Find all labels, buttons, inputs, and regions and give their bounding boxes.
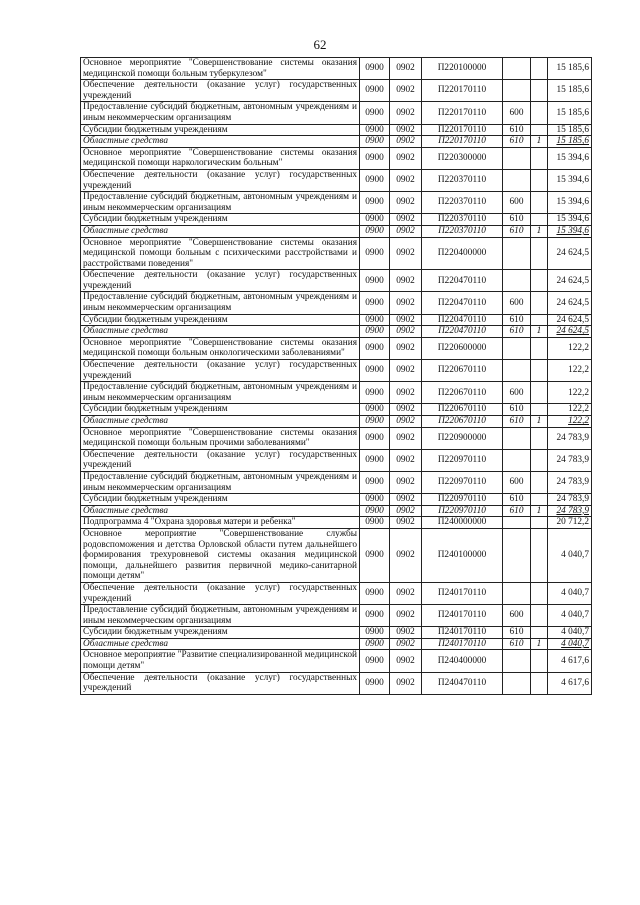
page-number: 62 (313, 37, 327, 52)
row-funding-source (531, 427, 548, 449)
row-podrazdel: 0902 (390, 169, 422, 191)
row-target-article: П220900000 (422, 427, 503, 449)
row-expense-type: 610 (503, 136, 531, 148)
row-name: Областные средства (81, 326, 360, 338)
row-name: Предоставление субсидий бюджетным, автономным учреждениям и иным некоммерческим организациям (81, 192, 360, 214)
table-row (81, 102, 592, 124)
row-expense-type (503, 650, 531, 672)
row-funding-source (531, 237, 548, 270)
row-name: Областные средства (81, 638, 360, 650)
row-razdel: 0900 (360, 292, 390, 314)
row-amount: 24 624,5 (548, 326, 592, 338)
row-name: Областные средства (81, 416, 360, 428)
row-funding-source (531, 528, 548, 582)
row-podrazdel: 0902 (390, 292, 422, 314)
row-target-article: П220300000 (422, 147, 503, 169)
row-amount: 20 712,2 (548, 517, 592, 529)
table-row (81, 192, 592, 214)
row-podrazdel: 0902 (390, 124, 422, 136)
row-funding-source (531, 449, 548, 471)
row-funding-source (531, 80, 548, 102)
row-name: Основное мероприятие "Совершенствование системы оказания медицинской помощи больным прочими заболеваниями" (81, 427, 360, 449)
row-amount: 4 617,6 (548, 650, 592, 672)
row-target-article: П240470110 (422, 672, 503, 694)
row-name: Предоставление субсидий бюджетным, автономным учреждениям и иным некоммерческим организациям (81, 382, 360, 404)
row-expense-type: 610 (503, 225, 531, 237)
row-podrazdel: 0902 (390, 517, 422, 529)
row-amount: 15 394,6 (548, 225, 592, 237)
row-podrazdel: 0902 (390, 605, 422, 627)
table-row (81, 124, 592, 136)
row-target-article: П220370110 (422, 192, 503, 214)
row-target-article: П240170110 (422, 627, 503, 639)
row-expense-type: 600 (503, 382, 531, 404)
row-razdel: 0900 (360, 237, 390, 270)
table-row (81, 471, 592, 493)
row-target-article: П220170110 (422, 80, 503, 102)
row-target-article: П220970110 (422, 494, 503, 506)
row-razdel: 0900 (360, 605, 390, 627)
row-amount: 122,2 (548, 416, 592, 428)
row-funding-source (531, 102, 548, 124)
row-target-article: П220470110 (422, 292, 503, 314)
row-podrazdel: 0902 (390, 449, 422, 471)
row-funding-source: 1 (531, 326, 548, 338)
row-expense-type (503, 582, 531, 604)
row-razdel: 0900 (360, 382, 390, 404)
row-amount: 15 394,6 (548, 169, 592, 191)
row-expense-type: 610 (503, 314, 531, 326)
row-name: Обеспечение деятельности (оказание услуг) государственных учреждений (81, 169, 360, 191)
row-expense-type: 600 (503, 102, 531, 124)
row-expense-type (503, 672, 531, 694)
row-funding-source: 1 (531, 416, 548, 428)
row-funding-source: 1 (531, 638, 548, 650)
row-expense-type (503, 449, 531, 471)
row-target-article: П220170110 (422, 124, 503, 136)
row-target-article: П220370110 (422, 214, 503, 226)
row-razdel: 0900 (360, 314, 390, 326)
row-expense-type: 610 (503, 214, 531, 226)
row-amount: 15 185,6 (548, 136, 592, 148)
row-target-article: П240170110 (422, 638, 503, 650)
row-podrazdel: 0902 (390, 237, 422, 270)
row-razdel: 0900 (360, 136, 390, 148)
row-target-article: П220470110 (422, 326, 503, 338)
row-funding-source (531, 650, 548, 672)
row-name: Основное мероприятие "Совершенствование системы оказания медицинской помощи наркологическим больным" (81, 147, 360, 169)
row-funding-source (531, 517, 548, 529)
row-name: Основное мероприятие "Совершенствование системы оказания медицинской помощи больным с психическими расстройствами и расстройствами поведения" (81, 237, 360, 270)
row-amount: 15 394,6 (548, 147, 592, 169)
table-row (81, 672, 592, 694)
row-razdel: 0900 (360, 427, 390, 449)
row-podrazdel: 0902 (390, 404, 422, 416)
row-razdel: 0900 (360, 672, 390, 694)
row-amount: 4 040,7 (548, 582, 592, 604)
row-amount: 15 394,6 (548, 214, 592, 226)
row-funding-source (531, 58, 548, 80)
row-amount: 24 624,5 (548, 292, 592, 314)
row-funding-source (531, 314, 548, 326)
row-funding-source (531, 169, 548, 191)
row-name: Предоставление субсидий бюджетным, автономным учреждениям и иным некоммерческим организациям (81, 471, 360, 493)
row-razdel: 0900 (360, 192, 390, 214)
row-razdel: 0900 (360, 638, 390, 650)
row-target-article: П220470110 (422, 314, 503, 326)
row-funding-source (531, 292, 548, 314)
row-podrazdel: 0902 (390, 528, 422, 582)
table-row (81, 337, 592, 359)
row-podrazdel: 0902 (390, 360, 422, 382)
row-expense-type (503, 427, 531, 449)
row-podrazdel: 0902 (390, 638, 422, 650)
row-razdel: 0900 (360, 404, 390, 416)
row-razdel: 0900 (360, 582, 390, 604)
row-name: Основное мероприятие "Развитие специализированной медицинской помощи детям" (81, 650, 360, 672)
row-amount: 24 783,9 (548, 427, 592, 449)
row-razdel: 0900 (360, 270, 390, 292)
row-amount: 24 624,5 (548, 270, 592, 292)
row-name: Предоставление субсидий бюджетным, автономным учреждениям и иным некоммерческим организациям (81, 102, 360, 124)
row-podrazdel: 0902 (390, 337, 422, 359)
row-podrazdel: 0902 (390, 382, 422, 404)
row-funding-source (531, 270, 548, 292)
row-funding-source (531, 494, 548, 506)
row-amount: 122,2 (548, 404, 592, 416)
row-target-article: П240100000 (422, 528, 503, 582)
table-row (81, 650, 592, 672)
row-name: Основное мероприятие "Совершенствование системы оказания медицинской помощи больным туберкулезом" (81, 58, 360, 80)
row-amount: 4 040,7 (548, 528, 592, 582)
row-razdel: 0900 (360, 80, 390, 102)
row-podrazdel: 0902 (390, 627, 422, 639)
row-expense-type: 610 (503, 627, 531, 639)
row-funding-source (531, 605, 548, 627)
row-expense-type: 610 (503, 494, 531, 506)
row-funding-source (531, 360, 548, 382)
row-podrazdel: 0902 (390, 80, 422, 102)
row-razdel: 0900 (360, 627, 390, 639)
row-target-article: П220970110 (422, 505, 503, 517)
row-podrazdel: 0902 (390, 225, 422, 237)
row-amount: 15 185,6 (548, 102, 592, 124)
row-expense-type (503, 80, 531, 102)
row-funding-source (531, 627, 548, 639)
row-expense-type (503, 337, 531, 359)
row-podrazdel: 0902 (390, 58, 422, 80)
row-target-article: П220370110 (422, 169, 503, 191)
row-podrazdel: 0902 (390, 427, 422, 449)
row-razdel: 0900 (360, 58, 390, 80)
row-target-article: П220670110 (422, 382, 503, 404)
table-row (81, 214, 592, 226)
row-target-article: П220970110 (422, 471, 503, 493)
row-razdel: 0900 (360, 124, 390, 136)
row-expense-type: 600 (503, 192, 531, 214)
row-amount: 24 624,5 (548, 314, 592, 326)
row-razdel: 0900 (360, 214, 390, 226)
row-expense-type (503, 360, 531, 382)
row-expense-type (503, 270, 531, 292)
row-target-article: П220400000 (422, 237, 503, 270)
row-target-article: П240170110 (422, 582, 503, 604)
row-podrazdel: 0902 (390, 471, 422, 493)
row-target-article: П220100000 (422, 58, 503, 80)
table-row (81, 449, 592, 471)
row-razdel: 0900 (360, 517, 390, 529)
row-expense-type: 610 (503, 326, 531, 338)
table-row (81, 494, 592, 506)
row-target-article: П240000000 (422, 517, 503, 529)
row-name: Областные средства (81, 136, 360, 148)
row-podrazdel: 0902 (390, 505, 422, 517)
row-razdel: 0900 (360, 225, 390, 237)
row-target-article: П220670110 (422, 360, 503, 382)
row-name: Субсидии бюджетным учреждениям (81, 314, 360, 326)
row-amount: 24 783,9 (548, 471, 592, 493)
row-name: Основное мероприятие "Совершенствование системы оказания медицинской помощи больным онкологическими заболеваниями" (81, 337, 360, 359)
row-target-article: П220170110 (422, 136, 503, 148)
row-expense-type (503, 528, 531, 582)
row-razdel: 0900 (360, 360, 390, 382)
row-funding-source (531, 192, 548, 214)
table-row (81, 627, 592, 639)
row-amount: 15 394,6 (548, 192, 592, 214)
row-target-article: П220170110 (422, 102, 503, 124)
row-razdel: 0900 (360, 337, 390, 359)
row-name: Обеспечение деятельности (оказание услуг) государственных учреждений (81, 360, 360, 382)
table-row (81, 427, 592, 449)
row-podrazdel: 0902 (390, 136, 422, 148)
row-podrazdel: 0902 (390, 416, 422, 428)
table-row (81, 582, 592, 604)
row-target-article: П220670110 (422, 416, 503, 428)
row-razdel: 0900 (360, 102, 390, 124)
row-amount: 24 783,9 (548, 494, 592, 506)
row-funding-source: 1 (531, 505, 548, 517)
table-row (81, 80, 592, 102)
row-funding-source (531, 471, 548, 493)
row-expense-type (503, 169, 531, 191)
row-podrazdel: 0902 (390, 270, 422, 292)
row-razdel: 0900 (360, 326, 390, 338)
row-podrazdel: 0902 (390, 214, 422, 226)
row-name: Обеспечение деятельности (оказание услуг) государственных учреждений (81, 449, 360, 471)
row-target-article: П220670110 (422, 404, 503, 416)
row-name: Областные средства (81, 225, 360, 237)
budget-table (80, 57, 592, 695)
row-podrazdel: 0902 (390, 102, 422, 124)
row-podrazdel: 0902 (390, 192, 422, 214)
row-amount: 4 040,7 (548, 605, 592, 627)
row-target-article: П220600000 (422, 337, 503, 359)
row-amount: 122,2 (548, 360, 592, 382)
row-funding-source (531, 382, 548, 404)
row-amount: 15 185,6 (548, 58, 592, 80)
row-expense-type: 610 (503, 638, 531, 650)
table-row (81, 528, 592, 582)
row-funding-source (531, 337, 548, 359)
row-expense-type: 600 (503, 471, 531, 493)
table-row (81, 58, 592, 80)
row-amount: 24 624,5 (548, 237, 592, 270)
table-row (81, 225, 592, 237)
row-razdel: 0900 (360, 416, 390, 428)
row-expense-type: 610 (503, 404, 531, 416)
row-expense-type: 610 (503, 124, 531, 136)
row-razdel: 0900 (360, 650, 390, 672)
row-target-article: П220470110 (422, 270, 503, 292)
row-name: Субсидии бюджетным учреждениям (81, 627, 360, 639)
row-name: Основное мероприятие "Совершенствование службы родовспоможения и детства Орловской области путем дальнейшего формирования трехуровневой системы оказания медицинской помощи, дальнейшего развития первичной медико-санитарной помощи детям" (81, 528, 360, 582)
row-name: Обеспечение деятельности (оказание услуг) государственных учреждений (81, 80, 360, 102)
table-row (81, 517, 592, 529)
row-funding-source (531, 582, 548, 604)
row-name: Подпрограмма 4 "Охрана здоровья матери и ребенка" (81, 517, 360, 529)
table-row (81, 605, 592, 627)
row-podrazdel: 0902 (390, 494, 422, 506)
table-row (81, 314, 592, 326)
row-razdel: 0900 (360, 528, 390, 582)
row-funding-source (531, 214, 548, 226)
row-funding-source: 1 (531, 136, 548, 148)
row-target-article: П240400000 (422, 650, 503, 672)
row-name: Обеспечение деятельности (оказание услуг) государственных учреждений (81, 582, 360, 604)
row-expense-type (503, 517, 531, 529)
row-razdel: 0900 (360, 471, 390, 493)
row-name: Субсидии бюджетным учреждениям (81, 494, 360, 506)
row-amount: 4 040,7 (548, 638, 592, 650)
row-name: Субсидии бюджетным учреждениям (81, 124, 360, 136)
row-amount: 4 617,6 (548, 672, 592, 694)
row-podrazdel: 0902 (390, 672, 422, 694)
row-podrazdel: 0902 (390, 582, 422, 604)
row-razdel: 0900 (360, 169, 390, 191)
row-expense-type: 610 (503, 505, 531, 517)
row-amount: 122,2 (548, 382, 592, 404)
table-row (81, 416, 592, 428)
row-razdel: 0900 (360, 494, 390, 506)
row-funding-source: 1 (531, 225, 548, 237)
table-row (81, 326, 592, 338)
row-razdel: 0900 (360, 449, 390, 471)
row-razdel: 0900 (360, 505, 390, 517)
row-expense-type: 610 (503, 416, 531, 428)
row-amount: 15 185,6 (548, 80, 592, 102)
row-amount: 122,2 (548, 337, 592, 359)
row-target-article: П240170110 (422, 605, 503, 627)
row-funding-source (531, 147, 548, 169)
table-row (81, 404, 592, 416)
row-funding-source (531, 672, 548, 694)
row-name: Субсидии бюджетным учреждениям (81, 214, 360, 226)
table-row (81, 237, 592, 270)
table-row (81, 169, 592, 191)
row-target-article: П220970110 (422, 449, 503, 471)
row-podrazdel: 0902 (390, 147, 422, 169)
row-funding-source (531, 124, 548, 136)
row-podrazdel: 0902 (390, 326, 422, 338)
row-amount: 24 783,9 (548, 449, 592, 471)
table-row (81, 505, 592, 517)
row-amount: 4 040,7 (548, 627, 592, 639)
row-name: Предоставление субсидий бюджетным, автономным учреждениям и иным некоммерческим организациям (81, 292, 360, 314)
row-name: Обеспечение деятельности (оказание услуг) государственных учреждений (81, 270, 360, 292)
table-row (81, 270, 592, 292)
row-name: Предоставление субсидий бюджетным, автономным учреждениям и иным некоммерческим организациям (81, 605, 360, 627)
table-row (81, 136, 592, 148)
row-expense-type (503, 147, 531, 169)
row-expense-type: 600 (503, 605, 531, 627)
row-expense-type (503, 58, 531, 80)
row-expense-type: 600 (503, 292, 531, 314)
table-row (81, 292, 592, 314)
row-amount: 24 783,9 (548, 505, 592, 517)
row-target-article: П220370110 (422, 225, 503, 237)
table-row (81, 360, 592, 382)
row-name: Обеспечение деятельности (оказание услуг) государственных учреждений (81, 672, 360, 694)
row-name: Областные средства (81, 505, 360, 517)
table-row (81, 147, 592, 169)
row-amount: 15 185,6 (548, 124, 592, 136)
row-podrazdel: 0902 (390, 314, 422, 326)
row-expense-type (503, 237, 531, 270)
table-row (81, 382, 592, 404)
row-name: Субсидии бюджетным учреждениям (81, 404, 360, 416)
table-row (81, 638, 592, 650)
row-podrazdel: 0902 (390, 650, 422, 672)
row-funding-source (531, 404, 548, 416)
row-razdel: 0900 (360, 147, 390, 169)
